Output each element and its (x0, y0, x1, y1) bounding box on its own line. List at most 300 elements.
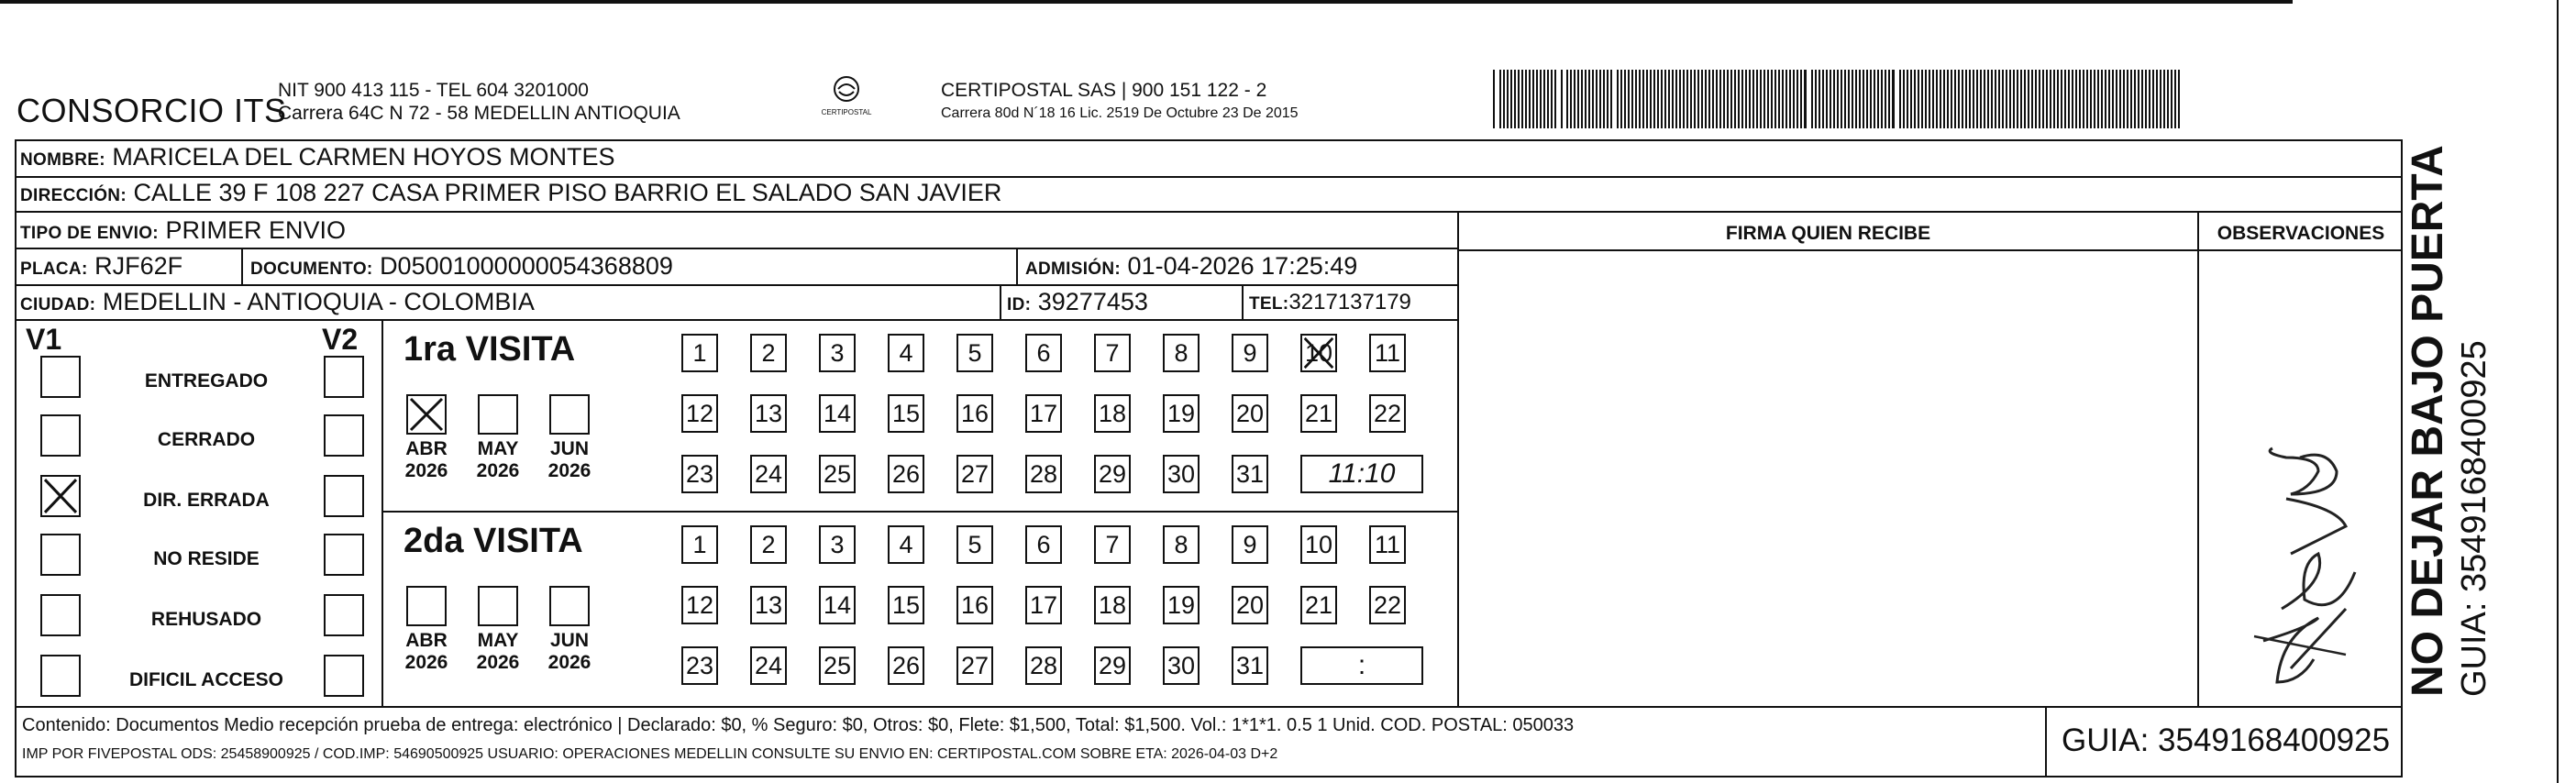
barcode-bar (1932, 70, 1934, 128)
row-type (17, 213, 1457, 249)
day-checkbox[interactable]: 4 (888, 334, 924, 372)
barcode-bar (1819, 70, 1820, 128)
status-label: DIFICIL ACCESO (128, 669, 283, 690)
barcode-bar (1734, 70, 1736, 128)
v2-heading: V2 (322, 323, 359, 356)
divider (2045, 706, 2047, 777)
side-guia: GUIA: 3549168400925 (2455, 340, 2493, 697)
barcode-bar (1697, 70, 1699, 128)
barcode-bar (1841, 70, 1842, 128)
barcode-bar (1592, 70, 1594, 128)
barcode-bar (1646, 70, 1648, 128)
month-year: 2026 (547, 652, 591, 673)
barcode-bar (1822, 70, 1824, 128)
barcode-bar (1940, 70, 1941, 128)
barcode-bar (1918, 70, 1919, 128)
status-v1-checkbox[interactable] (40, 475, 81, 517)
day-checkbox[interactable]: 26 (888, 455, 924, 493)
status-v2-checkbox[interactable] (324, 534, 364, 576)
day-checkbox[interactable]: 20 (1232, 394, 1268, 433)
header (17, 72, 2401, 134)
day-checkbox[interactable]: 22 (1369, 394, 1406, 433)
barcode-bar (1574, 70, 1575, 128)
barcode-bar (1811, 70, 1813, 128)
barcode-bar (1712, 70, 1714, 128)
barcode-bar (2057, 70, 2059, 128)
barcode-bar (1965, 70, 1967, 128)
barcode-bar (1672, 70, 1674, 128)
barcode-bar (1995, 70, 1996, 128)
status-v1-checkbox[interactable] (40, 594, 81, 636)
barcode-bar (1581, 70, 1583, 128)
day-checkbox[interactable]: 9 (1232, 525, 1268, 564)
day-checkbox[interactable]: 3 (819, 525, 856, 564)
status-v2-checkbox[interactable] (324, 475, 364, 517)
barcode-bar (2123, 70, 2125, 128)
barcode-bar (1837, 70, 1839, 128)
barcode-bar (1650, 70, 1652, 128)
barcode-bar (1980, 70, 1982, 128)
barcode-bar (1786, 70, 1787, 128)
carrier-license: Carrera 80d N´18 16 Lic. 2519 De Octubre 23 De 2015 (941, 105, 1299, 121)
barcode (1493, 70, 2181, 128)
barcode-bar (2039, 70, 2040, 128)
tel-field (1249, 290, 1411, 315)
barcode-bar (1493, 70, 1495, 128)
day-checkbox[interactable]: 9 (1232, 334, 1268, 372)
barcode-bar (1778, 70, 1780, 128)
signature-area[interactable] (1459, 251, 2197, 706)
row-city (17, 286, 1457, 321)
barcode-bar (1679, 70, 1681, 128)
barcode-bar (2083, 70, 2084, 128)
barcode-bar (1998, 70, 2000, 128)
day-checkbox[interactable]: 30 (1163, 455, 1200, 493)
barcode-bar (2119, 70, 2121, 128)
barcode-bar (1888, 70, 1890, 128)
barcode-bar (1727, 70, 1729, 128)
barcode-bar (1954, 70, 1956, 128)
type-label: TIPO DE ENVIO: (20, 224, 159, 243)
barcode-bar (1951, 70, 1952, 128)
day-checkbox[interactable]: 4 (888, 525, 924, 564)
barcode-bar (1760, 70, 1762, 128)
day-checkbox[interactable]: 19 (1163, 394, 1200, 433)
status-v2-checkbox[interactable] (324, 356, 364, 398)
barcode-bar (1774, 70, 1776, 128)
barcode-bar (1907, 70, 1908, 128)
barcode-bar (1741, 70, 1743, 128)
barcode-bar (1532, 70, 1534, 128)
day-checkbox[interactable]: 15 (888, 586, 924, 624)
barcode-bar (1585, 70, 1587, 128)
barcode-bar (1653, 70, 1655, 128)
row-name (17, 141, 2401, 178)
month-label (537, 630, 602, 674)
barcode-bar (2167, 70, 2169, 128)
barcode-bar (2097, 70, 2099, 128)
barcode-bar (1881, 70, 1883, 128)
status-v2-checkbox[interactable] (324, 655, 364, 697)
month-year: 2026 (404, 652, 448, 673)
day-checkbox[interactable]: 28 (1025, 455, 1062, 493)
plate-value: RJF62F (94, 252, 183, 280)
barcode-bar (1947, 70, 1949, 128)
month-checkbox[interactable] (406, 394, 447, 435)
barcode-bar (1690, 70, 1692, 128)
barcode-bar (1529, 70, 1531, 128)
day-checkbox[interactable]: 29 (1094, 455, 1131, 493)
barcode-bar (1925, 70, 1927, 128)
top-border (0, 0, 2293, 4)
day-checkbox[interactable]: 29 (1094, 646, 1131, 685)
month-label (466, 630, 530, 674)
month-year: 2026 (476, 652, 520, 673)
status-v1-checkbox[interactable] (40, 414, 81, 457)
month-checkbox[interactable] (478, 586, 518, 626)
barcode-bar (2134, 70, 2136, 128)
recipient-address: CALLE 39 F 108 227 CASA PRIMER PISO BARRIO EL SALADO SAN JAVIER (133, 179, 1002, 206)
day-checkbox[interactable]: 19 (1163, 586, 1200, 624)
barcode-bar (1929, 70, 1930, 128)
x-mark-icon (42, 477, 79, 515)
barcode-bar (1631, 70, 1633, 128)
barcode-bar (2006, 70, 2007, 128)
barcode-bar (1624, 70, 1626, 128)
barcode-bar (1701, 70, 1703, 128)
day-checkbox[interactable]: 8 (1163, 334, 1200, 372)
footer-border (17, 706, 2401, 708)
day-checkbox[interactable]: 26 (888, 646, 924, 685)
status-v1-checkbox[interactable] (40, 356, 81, 398)
barcode-bar (1874, 70, 1875, 128)
day-checkbox[interactable]: 31 (1232, 646, 1268, 685)
barcode-bar (1848, 70, 1850, 128)
day-checkbox[interactable]: 24 (750, 455, 787, 493)
status-column-border (381, 321, 383, 706)
month-label (394, 438, 459, 482)
row-address (17, 178, 2401, 213)
address-label: DIRECCIÓN: (20, 186, 127, 205)
barcode-bar (1525, 70, 1527, 128)
footer-imp: IMP POR FIVEPOSTAL ODS: 25458900925 / COD.IMP: 54690500925 USUARIO: OPERACIONES MEDELLIN CONSULTE SU ENVIO EN: CERTIPOSTAL.COM SOBRE ETA: 2026-04-03 D+2 (22, 746, 1278, 762)
day-checkbox[interactable]: 21 (1300, 586, 1337, 624)
barcode-bar (1752, 70, 1754, 128)
city-label: CIUDAD: (20, 295, 96, 314)
barcode-bar (2178, 70, 2180, 128)
divider (1016, 249, 1018, 286)
barcode-bar (1866, 70, 1868, 128)
barcode-bar (2086, 70, 2088, 128)
day-checkbox[interactable]: 23 (681, 646, 718, 685)
barcode-bar (1708, 70, 1710, 128)
barcode-bar (1749, 70, 1751, 128)
barcode-bar (2009, 70, 2011, 128)
barcode-bar (1797, 70, 1798, 128)
barcode-bar (1599, 70, 1601, 128)
day-checkbox[interactable]: 30 (1163, 646, 1200, 685)
barcode-bar (1815, 70, 1817, 128)
day-checkbox[interactable]: 14 (819, 586, 856, 624)
day-checkbox[interactable]: 2 (750, 525, 787, 564)
day-checkbox[interactable]: 17 (1025, 394, 1062, 433)
barcode-bar (1551, 70, 1553, 128)
footer-contents: Contenido: Documentos Medio recepción prueba de entrega: electrónico | Declarado: $0, % Seguro: $0, Otros: $0, Flete: $1,500, Total: $1,500. Vol.: 1*1*1. 0.5 1 Unid. COD. POSTAL: 050033 (22, 715, 1575, 735)
barcode-bar (1566, 70, 1568, 128)
day-checkbox[interactable]: 22 (1369, 586, 1406, 624)
day-checkbox[interactable]: 6 (1025, 334, 1062, 372)
tel-label: TEL: (1249, 294, 1289, 314)
barcode-bar (1675, 70, 1677, 128)
barcode-bar (1620, 70, 1622, 128)
month-checkbox[interactable] (478, 394, 518, 435)
day-checkbox[interactable]: 10 (1300, 525, 1337, 564)
visit-time-field[interactable]: 11:10 (1300, 455, 1423, 493)
day-checkbox[interactable]: 1 (681, 334, 718, 372)
status-label: DIR. ERRADA (143, 490, 270, 511)
day-checkbox[interactable]: 7 (1094, 525, 1131, 564)
day-checkbox[interactable]: 18 (1094, 394, 1131, 433)
barcode-bar (1885, 70, 1886, 128)
city-value: MEDELLIN - ANTIOQUIA - COLOMBIA (102, 288, 535, 315)
day-checkbox[interactable]: 17 (1025, 586, 1062, 624)
barcode-bar (1745, 70, 1747, 128)
day-checkbox[interactable]: 11 (1369, 525, 1406, 564)
day-checkbox[interactable]: 13 (750, 394, 787, 433)
barcode-bar (2017, 70, 2018, 128)
plate-label: PLACA: (20, 259, 88, 279)
barcode-bar (1683, 70, 1685, 128)
day-checkbox[interactable]: 10 (1300, 334, 1337, 372)
month-label (537, 438, 602, 482)
status-v1-checkbox[interactable] (40, 534, 81, 576)
month-year: 2026 (404, 460, 448, 481)
day-checkbox[interactable]: 27 (956, 646, 993, 685)
day-checkbox[interactable]: 20 (1232, 586, 1268, 624)
barcode-bar (2050, 70, 2051, 128)
barcode-bar (2068, 70, 2070, 128)
observations-handwriting (2199, 251, 2403, 706)
barcode-bar (2112, 70, 2114, 128)
barcode-bar (2116, 70, 2117, 128)
barcode-bar (2149, 70, 2150, 128)
observations-header: OBSERVACIONES (2199, 218, 2403, 251)
visit-title: 2da VISITA (404, 522, 583, 560)
barcode-bar (2042, 70, 2044, 128)
barcode-bar (1514, 70, 1516, 128)
status-label: REHUSADO (150, 609, 262, 630)
barcode-bar (1521, 70, 1523, 128)
barcode-bar (2053, 70, 2055, 128)
barcode-bar (1543, 70, 1545, 128)
barcode-bar (1628, 70, 1630, 128)
barcode-bar (1657, 70, 1659, 128)
barcode-bar (2145, 70, 2147, 128)
day-checkbox[interactable]: 12 (681, 394, 718, 433)
month-checkbox[interactable] (549, 394, 590, 435)
carrier-line: CERTIPOSTAL SAS | 900 151 122 - 2 (941, 80, 1267, 101)
day-checkbox[interactable]: 5 (956, 334, 993, 372)
day-checkbox[interactable]: 2 (750, 334, 787, 372)
barcode-bar (2064, 70, 2066, 128)
day-checkbox[interactable]: 14 (819, 394, 856, 433)
barcode-bar (1969, 70, 1971, 128)
divider (1242, 286, 1244, 321)
day-checkbox[interactable]: 7 (1094, 334, 1131, 372)
barcode-bar (2075, 70, 2077, 128)
barcode-bar (1870, 70, 1872, 128)
tel-value: 3217137179 (1288, 290, 1411, 314)
day-checkbox[interactable]: 25 (819, 646, 856, 685)
barcode-bar (1767, 70, 1769, 128)
barcode-bar (2108, 70, 2110, 128)
day-checkbox[interactable]: 3 (819, 334, 856, 372)
status-label: CERRADO (157, 429, 256, 450)
month-checkbox[interactable] (549, 586, 590, 626)
id-field (1007, 288, 1148, 316)
day-checkbox[interactable]: 31 (1232, 455, 1268, 493)
barcode-bar (2046, 70, 2048, 128)
month-name: ABR (405, 630, 448, 651)
barcode-bar (1738, 70, 1740, 128)
visit-time-field[interactable]: : (1300, 646, 1423, 685)
visit-divider (383, 511, 1457, 513)
month-checkbox[interactable] (406, 586, 447, 626)
barcode-bar (2138, 70, 2139, 128)
no-dejar-title: NO DEJAR BAJO PUERTA (2404, 145, 2452, 697)
barcode-bar (1570, 70, 1572, 128)
barcode-bar (1943, 70, 1945, 128)
barcode-bar (1730, 70, 1732, 128)
barcode-bar (2174, 70, 2176, 128)
barcode-bar (1958, 70, 1960, 128)
barcode-bar (1976, 70, 1978, 128)
month-name: MAY (477, 438, 519, 459)
barcode-bar (1973, 70, 1974, 128)
day-checkbox[interactable]: 15 (888, 394, 924, 433)
barcode-bar (1844, 70, 1846, 128)
barcode-bar (2152, 70, 2154, 128)
x-mark-icon (1302, 336, 1335, 370)
admission-label: ADMISIÓN: (1025, 259, 1122, 279)
footer-guia: GUIA: 3549168400925 (2062, 722, 2391, 758)
barcode-bar (2156, 70, 2158, 128)
barcode-bar (1892, 70, 1895, 128)
barcode-bar (1723, 70, 1725, 128)
barcode-bar (2105, 70, 2106, 128)
barcode-bar (1877, 70, 1879, 128)
month-name: JUN (549, 630, 589, 651)
barcode-bar (2061, 70, 2062, 128)
day-checkbox[interactable]: 1 (681, 525, 718, 564)
month-name: JUN (549, 438, 589, 459)
barcode-bar (1610, 70, 1612, 128)
barcode-bar (1830, 70, 1831, 128)
shipment-type: PRIMER ENVIO (165, 216, 346, 244)
month-name: ABR (405, 438, 448, 459)
day-checkbox[interactable]: 13 (750, 586, 787, 624)
barcode-bar (1686, 70, 1688, 128)
barcode-bar (1782, 70, 1784, 128)
barcode-bar (2127, 70, 2128, 128)
day-checkbox[interactable]: 8 (1163, 525, 1200, 564)
barcode-bar (1800, 70, 1802, 128)
month-name: MAY (477, 630, 519, 651)
barcode-bar (1554, 70, 1556, 128)
company-info (278, 79, 680, 125)
day-checkbox[interactable]: 11 (1369, 334, 1406, 372)
barcode-bar (1561, 70, 1563, 128)
barcode-bar (1771, 70, 1773, 128)
barcode-bar (1984, 70, 1985, 128)
barcode-bar (1617, 70, 1619, 128)
company-name: CONSORCIO ITS (17, 92, 287, 129)
barcode-bar (1921, 70, 1923, 128)
id-label: ID: (1007, 295, 1032, 314)
day-checkbox[interactable]: 21 (1300, 394, 1337, 433)
day-checkbox[interactable]: 23 (681, 455, 718, 493)
status-v2-checkbox[interactable] (324, 414, 364, 457)
barcode-bar (1588, 70, 1590, 128)
day-checkbox[interactable]: 27 (956, 455, 993, 493)
logo-caption: CERTIPOSTAL (821, 108, 872, 116)
side-notice (2403, 147, 2504, 697)
day-checkbox[interactable]: 6 (1025, 525, 1062, 564)
barcode-bar (1540, 70, 1542, 128)
certipostal-logo (814, 75, 879, 116)
barcode-bar (1826, 70, 1828, 128)
day-checkbox[interactable]: 28 (1025, 646, 1062, 685)
barcode-bar (2079, 70, 2081, 128)
recipient-name: MARICELA DEL CARMEN HOYOS MONTES (112, 143, 615, 171)
barcode-bar (2031, 70, 2033, 128)
divider (1000, 286, 1001, 321)
barcode-bar (1789, 70, 1791, 128)
carrier-info (941, 79, 1299, 125)
day-checkbox[interactable]: 5 (956, 525, 993, 564)
day-checkbox[interactable]: 16 (956, 586, 993, 624)
barcode-bar (1603, 70, 1605, 128)
barcode-bar (1793, 70, 1795, 128)
barcode-bar (1661, 70, 1663, 128)
month-year: 2026 (547, 460, 591, 481)
company-address: Carrera 64C N 72 - 58 MEDELLIN ANTIOQUIA (278, 103, 680, 124)
barcode-bar (2163, 70, 2165, 128)
barcode-bar (1507, 70, 1509, 128)
day-checkbox[interactable]: 16 (956, 394, 993, 433)
barcode-bar (1716, 70, 1718, 128)
status-v2-checkbox[interactable] (324, 594, 364, 636)
month-label (394, 630, 459, 674)
month-label (466, 438, 530, 482)
barcode-bar (1664, 70, 1666, 128)
barcode-bar (2020, 70, 2022, 128)
document-label: DOCUMENTO: (250, 259, 373, 279)
day-checkbox[interactable]: 25 (819, 455, 856, 493)
barcode-bar (1833, 70, 1835, 128)
day-checkbox[interactable]: 24 (750, 646, 787, 685)
barcode-bar (1863, 70, 1864, 128)
barcode-bar (1499, 70, 1501, 128)
status-label: NO RESIDE (153, 548, 260, 569)
barcode-bar (1503, 70, 1505, 128)
visit-title: 1ra VISITA (404, 330, 576, 369)
day-checkbox[interactable]: 12 (681, 586, 718, 624)
barcode-bar (2090, 70, 2092, 128)
day-checkbox[interactable]: 18 (1094, 586, 1131, 624)
barcode-bar (1852, 70, 1853, 128)
status-v1-checkbox[interactable] (40, 655, 81, 697)
